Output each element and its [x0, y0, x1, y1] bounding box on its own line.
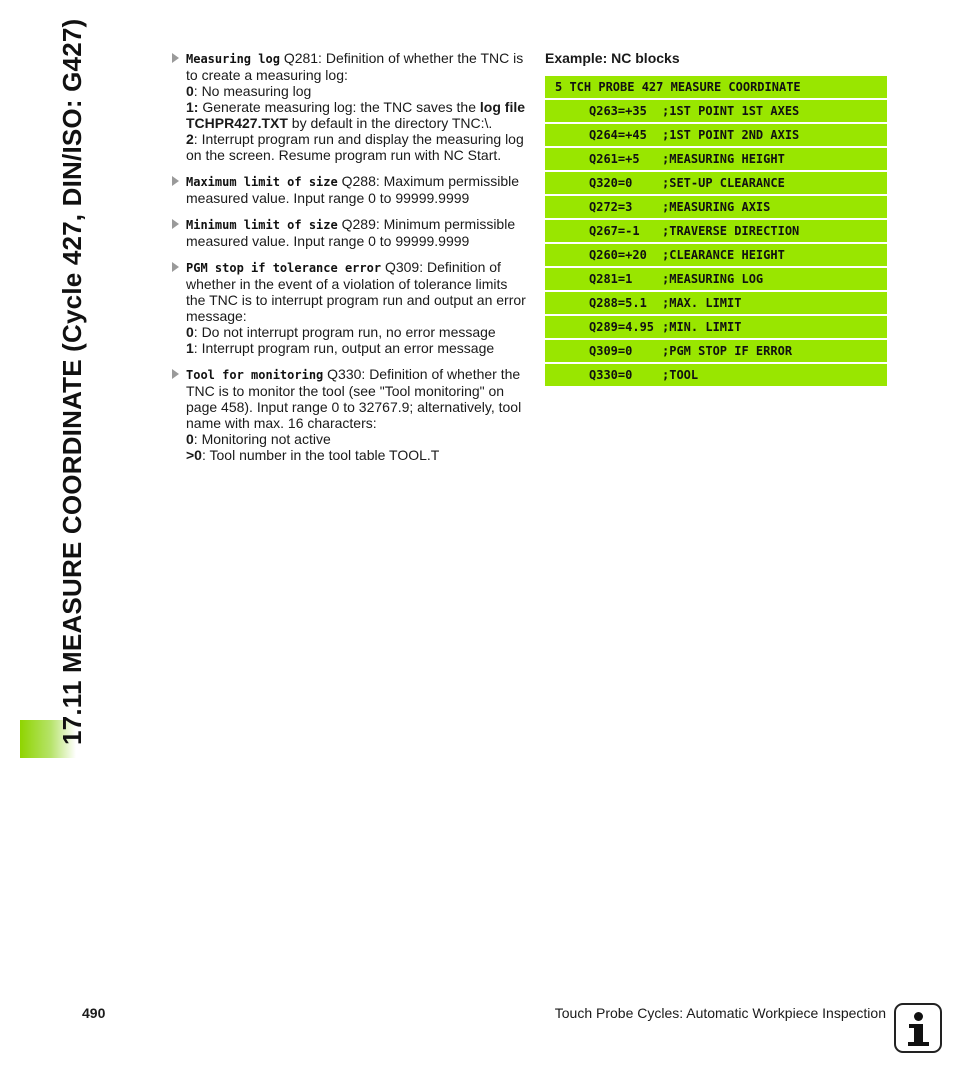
info-icon: [894, 1003, 942, 1053]
option-key: 0: [186, 83, 194, 99]
nc-comment: ;MEASURING LOG: [662, 272, 764, 286]
option-text: : Do not interrupt program run, no error message: [193, 324, 496, 340]
nc-comment: ;MEASURING HEIGHT: [662, 152, 785, 166]
nc-block-row: [545, 124, 887, 146]
nc-block-header: 5 TCH PROBE 427 MEASURE COORDINATE: [545, 76, 887, 98]
nc-comment: ;TRAVERSE DIRECTION: [662, 224, 800, 238]
nc-block-row: [545, 364, 887, 386]
triangle-bullet-icon: [172, 53, 179, 63]
nc-block-row: [545, 172, 887, 194]
nc-block-row: [545, 244, 887, 266]
nc-param-value: Q320=0: [589, 176, 633, 190]
param-code: Measuring log: [186, 52, 280, 66]
option-text: by default in the directory TNC:\.: [287, 115, 493, 131]
chapter-side-tab: [0, 0, 87, 760]
nc-example: [545, 50, 887, 388]
param-code: Minimum limit of size: [186, 218, 338, 232]
nc-block-row: [545, 148, 887, 170]
option-key: 0: [186, 324, 194, 340]
nc-block-row: [545, 100, 887, 122]
nc-block-list: [545, 100, 887, 386]
param-text: Q288: Maximum permissible measured value. Input range 0 to 99999.9999: [186, 173, 519, 206]
nc-param-value: Q330=0: [589, 368, 633, 382]
nc-param-value: Q264=+45: [589, 128, 647, 142]
nc-comment: ;1ST POINT 2ND AXIS: [662, 128, 800, 142]
nc-block-row: [545, 340, 887, 362]
option-text: : Monitoring not active: [193, 431, 331, 447]
option-key: 1:: [186, 99, 199, 115]
nc-block-row: [545, 268, 887, 290]
triangle-bullet-icon: [172, 219, 179, 229]
nc-comment: ;1ST POINT 1ST AXES: [662, 104, 800, 118]
nc-comment: ;TOOL: [662, 368, 699, 382]
option-key: >0: [186, 447, 202, 463]
nc-comment: ;MAX. LIMIT: [662, 296, 742, 310]
nc-param-value: Q261=+5: [589, 152, 640, 166]
option-text: : No measuring log: [193, 83, 312, 99]
nc-param-value: Q272=3: [589, 200, 633, 214]
param-q289: [172, 216, 528, 249]
option-key: 0: [186, 431, 194, 447]
param-code: PGM stop if tolerance error: [186, 261, 382, 275]
nc-block-row: [545, 220, 887, 242]
option-text: : Tool number in the tool table TOOL.T: [201, 447, 440, 463]
option-bold-text: log file: [479, 99, 526, 115]
option-bold-text: TCHPR427.TXT: [186, 115, 288, 131]
param-text: Q289: Minimum permissible measured value. Input range 0 to 99999.9999: [186, 216, 516, 249]
page-number: 490: [82, 1005, 106, 1021]
nc-comment: ;CLEARANCE HEIGHT: [662, 248, 785, 262]
nc-param-value: Q260=+20: [589, 248, 647, 262]
param-code: Tool for monitoring: [186, 368, 324, 382]
option-text: : Interrupt program run, output an error message: [193, 340, 495, 356]
param-text: Q330: Definition of whether the TNC is to monitor the tool (see "Tool monitoring" on page 458). Input range 0 to 32767.9; alternatively, tool name with max. 16 characters:: [186, 366, 522, 431]
nc-block-row: [545, 292, 887, 314]
nc-param-value: Q289=4.95: [589, 320, 655, 334]
param-q288: [172, 173, 528, 206]
footer-title: Touch Probe Cycles: Automatic Workpiece Inspection: [554, 1005, 886, 1021]
nc-param-value: Q281=1: [589, 272, 633, 286]
chapter-title: 17.11 MEASURE COORDINATE (Cycle 427, DIN/ISO: G427): [57, 18, 87, 745]
param-text: Q309: Definition of whether in the event of a violation of tolerance limits the TNC is to interrupt program run and output an error message:: [186, 259, 526, 324]
option-text: : Interrupt program run and display the measuring log on the screen. Resume program run with NC Start.: [186, 131, 524, 163]
example-heading: Example: NC blocks: [545, 50, 680, 66]
nc-param-value: Q288=5.1: [589, 296, 647, 310]
triangle-bullet-icon: [172, 176, 179, 186]
triangle-bullet-icon: [172, 369, 179, 379]
param-q281: [172, 50, 528, 163]
nc-comment: ;MEASURING AXIS: [662, 200, 771, 214]
option-key: 1: [186, 340, 194, 356]
nc-block-row: [545, 316, 887, 338]
nc-param-value: Q267=-1: [589, 224, 640, 238]
nc-block-row: [545, 196, 887, 218]
nc-param-value: Q263=+35: [589, 104, 647, 118]
param-text: Q281: Definition of whether the TNC is to create a measuring log:: [186, 50, 524, 83]
param-q309: [172, 259, 528, 356]
option-text: Generate measuring log: the TNC saves the: [198, 99, 480, 115]
nc-comment: ;PGM STOP IF ERROR: [662, 344, 793, 358]
nc-comment: ;SET-UP CLEARANCE: [662, 176, 785, 190]
nc-param-value: Q309=0: [589, 344, 633, 358]
option-key: 2: [186, 131, 194, 147]
nc-comment: ;MIN. LIMIT: [662, 320, 742, 334]
triangle-bullet-icon: [172, 262, 179, 272]
param-code: Maximum limit of size: [186, 175, 338, 189]
parameter-descriptions: [172, 50, 528, 473]
param-q330: [172, 366, 528, 463]
